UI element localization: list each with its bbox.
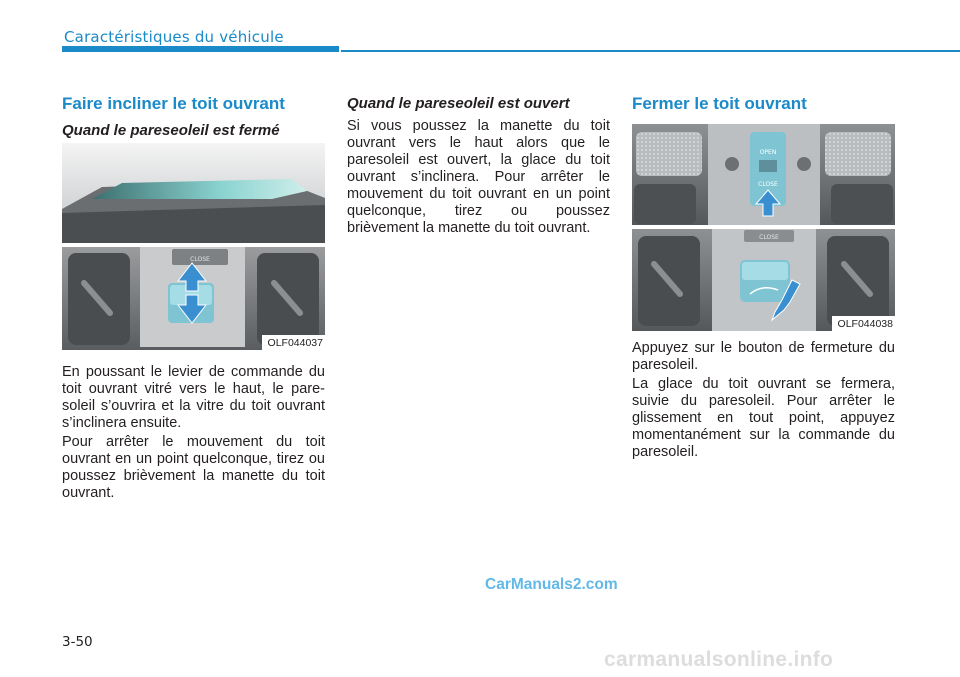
subheading-shade-open: Quand le pareseoleil est ouvert: [347, 95, 570, 112]
header-rule-thin: [341, 50, 960, 52]
close-control-illustration: [632, 124, 895, 331]
paragraph-tilt-2: Pour arrêter le mouvement du toit ouvrant en un point quelconque, tirez ou poussez brièvement la manette du toit ouvrant.: [62, 434, 325, 501]
photo-caption-1: OLF044037: [262, 335, 325, 350]
section-heading-tilt: Faire incliner le toit ouvrant: [62, 94, 285, 113]
sunroof-illustration: [62, 143, 325, 350]
header-rule-thick: [62, 46, 339, 52]
page-number: 3-50: [62, 634, 93, 650]
open-label: OPEN: [759, 149, 777, 156]
photo-close-sunroof: [632, 124, 895, 331]
header-title: Caractéristiques du véhicule: [64, 28, 284, 46]
paragraph-tilt-open: Si vous poussez la manette du toit ouvrant vers le haut alors que le paresoleil est ouvert, la glace du toit ouvrant s’inclinera. Pour arrêter le mouvement du toit ouvrant en un point quelconque, tirez ou poussez brièvement la manette du toit ouvrant.: [347, 118, 610, 236]
close-label-lower: CLOSE: [759, 234, 779, 241]
photo-caption-2: OLF044038: [832, 316, 895, 331]
section-heading-close: Fermer le toit ouvrant: [632, 94, 807, 113]
close-label-upper: CLOSE: [758, 181, 778, 188]
close-label: CLOSE: [190, 256, 210, 263]
watermark-carmanualsonline: carmanualsonline.info: [604, 648, 834, 671]
watermark-carmanuals[interactable]: CarManuals2.com: [485, 576, 618, 593]
paragraph-close-1: Appuyez sur le bouton de fermeture du paresoleil.: [632, 340, 895, 373]
paragraph-tilt-1: En poussant le levier de commande du toit ouvrant vitré vers le haut, le pare-soleil s’ouvrira et la vitre du toit ouvrant s’inclinera ensuite.: [62, 364, 325, 431]
paragraph-close-2: La glace du toit ouvrant se fermera, suivie du paresoleil. Pour arrêter le glissement en tout point, appuyez momentanément sur la commande du paresoleil.: [632, 376, 895, 460]
subheading-shade-closed: Quand le pareseoleil est fermé: [62, 122, 280, 139]
photo-tilt-closed: [62, 143, 325, 350]
